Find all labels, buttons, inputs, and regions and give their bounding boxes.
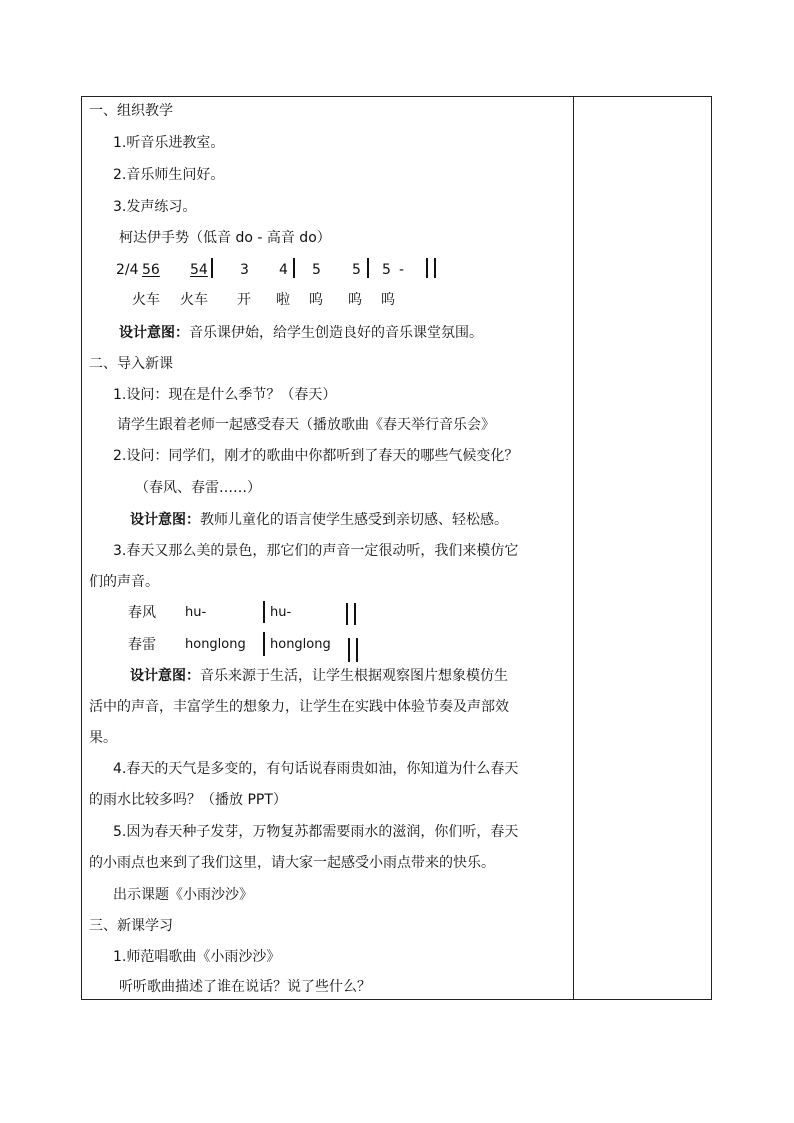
bar-line	[263, 601, 265, 623]
bar-line	[367, 258, 369, 278]
note-5a: 5	[312, 262, 321, 278]
section3-heading: 三、新课学习	[89, 918, 173, 934]
section2-heading: 二、导入新课	[89, 356, 173, 372]
lyric: 呜	[348, 292, 362, 308]
note-hold: -	[399, 262, 405, 278]
final-bar-line	[348, 638, 350, 662]
design-intent-label: 设计意图：	[130, 668, 200, 684]
section1-item3: 3.发声练习。	[113, 199, 197, 215]
lesson-topic: 出示课题《小雨沙沙》	[113, 887, 253, 903]
final-bar-line	[426, 258, 428, 278]
kodaly-hand-signs: 柯达伊手势（低音 do - 高音 do）	[119, 230, 331, 246]
section2-q2: 2.设问：同学们，刚才的歌曲中你都听到了春天的哪些气候变化？	[113, 448, 519, 464]
section1-item2: 2.音乐师生问好。	[113, 167, 225, 183]
lyric: 火车	[180, 292, 208, 308]
final-bar-line	[356, 638, 358, 662]
design-intent-text: 音乐来源于生活，让学生根据观察图片想象模仿生	[200, 668, 508, 684]
lyric: 啦	[276, 292, 290, 308]
design-intent-3-line1	[130, 667, 508, 685]
design-intent-text: 音乐课伊始，给学生创造良好的音乐课堂氛围。	[189, 325, 483, 341]
design-intent-3-line2: 活中的声音，丰富学生的想象力，让学生在实践中体验节奏及声部效	[89, 699, 509, 715]
section2-q2-answer: （春风、春雷……）	[135, 480, 261, 496]
thunder-sound-2: honglong	[270, 637, 331, 652]
section3-item1: 1.师范唱歌曲《小雨沙沙》	[113, 949, 281, 965]
wind-sound-2: hu-	[270, 605, 292, 620]
section2-item3-line2: 们的声音。	[89, 574, 159, 590]
thunder-label: 春雷	[128, 637, 156, 653]
note-group-2: 54	[190, 262, 208, 278]
note-3: 3	[240, 262, 249, 278]
wind-sound-1: hu-	[185, 605, 207, 620]
design-intent-2	[130, 511, 508, 529]
section3-item1-question: 听听歌曲描述了谁在说话？说了些什么？	[119, 979, 371, 995]
final-bar-line	[354, 603, 356, 625]
design-intent-3-line3: 果。	[89, 730, 117, 746]
section1-heading: 一、组织教学	[89, 103, 173, 119]
section2-item5-line1: 5.因为春天种子发芽，万物复苏都需要雨水的滋润，你们听，春天	[113, 824, 519, 840]
section2-item4-line1: 4.春天的天气是多变的，有句话说春雨贵如油，你知道为什么春天	[113, 761, 519, 777]
time-signature: 2/4	[116, 262, 139, 278]
lyric: 开	[237, 292, 251, 308]
lyric: 呜	[381, 292, 395, 308]
final-bar-line	[434, 258, 436, 278]
section2-q1: 1.设问：现在是什么季节？（春天）	[113, 387, 337, 403]
note-group-1: 56	[142, 262, 160, 278]
note-5b: 5	[352, 262, 361, 278]
section2-item5-line2: 的小雨点也来到了我们这里，请大家一起感受小雨点带来的快乐。	[89, 855, 495, 871]
section2-item4-line2: 的雨水比较多吗？（播放 PPT）	[89, 792, 287, 808]
final-bar-line	[346, 603, 348, 625]
design-intent-text: 教师儿童化的语言使学生感受到亲切感、轻松感。	[200, 512, 508, 528]
wind-label: 春风	[128, 605, 156, 621]
lyric: 呜	[309, 292, 323, 308]
column-divider	[573, 97, 574, 999]
section1-item1: 1.听音乐进教室。	[113, 135, 225, 151]
bar-line	[293, 258, 295, 278]
design-intent-1	[119, 324, 483, 342]
section2-q1-follow: 请学生跟着老师一起感受春天（播放歌曲《春天举行音乐会》	[117, 417, 495, 433]
design-intent-label: 设计意图：	[130, 512, 200, 528]
lyric: 火车	[132, 292, 160, 308]
bar-line	[211, 258, 213, 278]
note-4: 4	[279, 262, 288, 278]
bar-line	[263, 632, 265, 656]
section2-item3-line1: 3.春天又那么美的景色，那它们的声音一定很动听，我们来模仿它	[113, 543, 519, 559]
design-intent-label: 设计意图：	[119, 325, 189, 341]
lesson-plan-table	[81, 96, 712, 1000]
note-5c: 5	[382, 262, 391, 278]
thunder-sound-1: honglong	[185, 637, 246, 652]
